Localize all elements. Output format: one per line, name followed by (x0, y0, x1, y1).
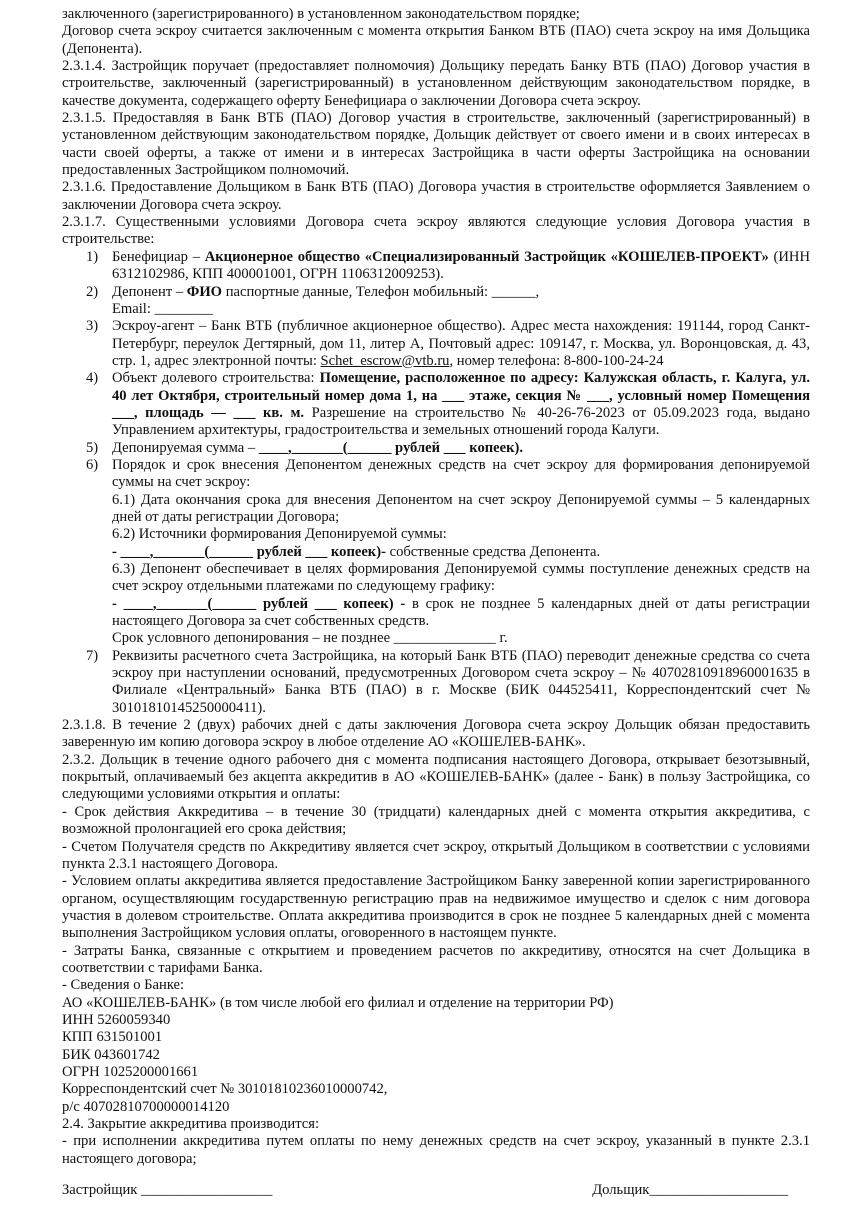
list-number: 3) (86, 318, 99, 335)
paragraph (62, 977, 810, 994)
text: - при исполнении аккредитива путем оплаты по нему денежных средств на счет эскроу, указанный в пункте 2.3.1 настоящего договора; (62, 1133, 810, 1167)
text: собственные средства Депонента. (385, 543, 601, 560)
text: КПП 631501001 (62, 1029, 163, 1046)
text: 6.2) Источники формирования Депонируемой суммы: (112, 526, 447, 543)
list-item (62, 648, 810, 717)
sub-paragraph (62, 544, 810, 561)
text: заключенного (зарегистрированного) в установленном законодательством порядке; (62, 6, 580, 22)
sub-paragraph (62, 596, 810, 631)
text: АО «КОШЕЛЕВ-БАНК» (в том числе любой его филиал и отделение на территории РФ) (62, 994, 614, 1011)
paragraph (62, 873, 810, 942)
paragraph (62, 6, 810, 23)
text: паспортные данные, Телефон мобильный: ______, (222, 283, 540, 300)
text: Реквизиты расчетного счета Застройщика, на который Банк ВТБ (ПАО) переводит денежные средства со счета эскроу при наступлении оснований, предусмотренных Договором счета эскроу – № 40702810918960001635 в Филиале «Центральный» Банка ВТБ (ПАО) в г. Москве (БИК 044525411, Корреспондентский счет № 30101810145250000411). (112, 647, 810, 716)
text: Корреспондентский счет № 30101810236010000742, (62, 1081, 388, 1098)
text: 6.3) Депонент обеспечивает в целях формирования Депонируемой суммы поступление денежных средств на счет эскроу отдельными платежами по следующему графику: (112, 561, 810, 595)
list-number: 2) (86, 283, 99, 300)
paragraph (62, 58, 810, 110)
text: 2.3.1.4. Застройщик поручает (предоставляет полномочия) Дольщику передать Банку ВТБ (ПАО) Договор участия в строительстве, заключенный (зарегистрированный) в установленном действующим законодательством порядке, в качестве документа, содержащего оферту Бенефициара о заключении Договора счета эскроу. (62, 58, 810, 109)
document-body (62, 0, 810, 1168)
text: 6.1) Дата окончания срока для внесения Депонентом на счет эскроу Депонируемой суммы – 5 календарных дней от даты регистрации Договора; (112, 491, 810, 525)
paragraph (62, 1099, 810, 1116)
text: - Счетом Получателя средств по Аккредитиву является счет эскроу, открытый Дольщиком в соответствии с условиями пункта 2.3.1 настоящего Договора. (62, 838, 810, 872)
bold-text: - ____,_______(______ рублей ___ копеек)- (112, 543, 386, 560)
text: 2.3.1.5. Предоставляя в Банк ВТБ (ПАО) Договор участия в строительстве, заключенный (зарегистрированный) в установленном действующим законодательством порядке, Дольщик действует от своего имени и в своих интересах в части своей оферты, а также от имени и в интересах Застройщика в части оферты Застройщика на основании предоставленных Застройщиком полномочий. (62, 110, 810, 179)
text: 2.3.2. Дольщик в течение одного рабочего дня с момента подписания настоящего Договора, открывает безотзывный, покрытый, оплачиваемый без акцепта аккредитив в АО «КОШЕЛЕВ-БАНК» (далее - Банк) в пользу Застройщика, со следующими условиями открытия и оплаты: (62, 751, 810, 803)
sub-paragraph (62, 492, 810, 527)
bold-text: Акционерное общество «Специализированный Застройщик «КОШЕЛЕВ-ПРОЕКТ» (204, 248, 769, 265)
paragraph (62, 1116, 810, 1133)
email-link[interactable]: Schet_escrow@vtb.ru (320, 352, 450, 369)
sub-paragraph (62, 526, 810, 543)
paragraph (62, 1012, 810, 1029)
text: (ИНН 6312102986, КПП 400001001, ОГРН 1106312009253). (112, 248, 810, 283)
paragraph (62, 23, 810, 58)
paragraph (62, 804, 810, 839)
list-number: 5) (86, 439, 99, 456)
list-item (62, 457, 810, 492)
text: ОГРН 1025200001661 (62, 1063, 199, 1080)
text: Эскроу-агент – Банк ВТБ (публичное акционерное общество). Адрес места нахождения: 191144, город Санкт-Петербург, переулок Дегтярный, дом 11, литер А, Почтовый адрес: 109147, г. Москва, ул. Воронцовская, д. 43, стр. 1, адрес электронной почты: (112, 318, 810, 369)
text: Объект долевого строительства: (112, 370, 320, 387)
text: - Затраты Банка, связанные с открытием и проведением расчетов по аккредитиву, относятся на счет Дольщика в соответствии с тарифами Банка. (62, 942, 810, 976)
paragraph (62, 1029, 810, 1046)
text: 2.3.1.6. Предоставление Дольщиком в Банк ВТБ (ПАО) Договора участия в строительстве оформляется Заявлением о заключении Договора счета эскроу. (62, 179, 810, 213)
shareholder-signature-line: Дольщик___________________ (592, 1182, 788, 1199)
sub-paragraph (62, 630, 810, 647)
paragraph (62, 839, 810, 874)
text: ИНН 5260059340 (62, 1011, 171, 1028)
list-item (62, 440, 810, 457)
text: Срок условного депонирования – не позднее ______________ г. (112, 630, 508, 647)
bold-text: ФИО (186, 283, 223, 300)
text: - Сведения о Банке: (62, 977, 185, 994)
text: р/с 40702810700000014120 (62, 1098, 230, 1115)
paragraph (62, 214, 810, 249)
paragraph (62, 1081, 810, 1098)
paragraph (62, 110, 810, 179)
sub-paragraph (62, 301, 810, 318)
text: 2.4. Закрытие аккредитива производится: (62, 1116, 320, 1132)
text: Порядок и срок внесения Депонентом денежных средств на счет эскроу для формирования депонируемой суммы на счет эскроу: (112, 456, 810, 491)
paragraph (62, 752, 810, 804)
text: Депонент – (112, 283, 187, 300)
text: Email: ________ (112, 300, 213, 317)
text: - Условием оплаты аккредитива является предоставление Застройщиком Банку заверенной копии зарегистрированного органом, осуществляющим государственную регистрацию прав на недвижимое имущество и сделок с ним договора участия в долевом строительстве. Оплата аккредитива производится в срок не позднее 5 календарных дней с момента выполнения Застройщиком условия оплаты, оговоренного в настоящем пункте. (62, 873, 810, 942)
text: в срок не позднее 5 календарных дней от даты регистрации настоящего Договора за счет собственных средств. (112, 595, 810, 630)
text: Договор счета эскроу считается заключенным с момента открытия Банком ВТБ (ПАО) счета эскроу на имя Дольщика (Депонента). (62, 23, 810, 57)
list-item (62, 370, 810, 439)
paragraph (62, 1064, 810, 1081)
bold-text: - ____,_______(______ рублей ___ копеек) - (112, 595, 406, 612)
text: Разрешение на строительство № 40-26-76-2023 от 05.09.2023 года, выдано Управлением архитектуры, градостроительства и земельных отношений города Калуги. (112, 404, 810, 439)
list-item (62, 249, 810, 284)
list-number: 1) (86, 248, 99, 265)
bold-text: ____,_______(______ рублей ___ копеек). (258, 439, 524, 456)
list-number: 6) (86, 456, 99, 473)
list-item (62, 318, 810, 370)
list-number: 4) (86, 370, 99, 387)
developer-signature-line: Застройщик __________________ (62, 1182, 273, 1199)
signature-block (62, 1182, 810, 1219)
paragraph (62, 995, 810, 1012)
text: - Срок действия Аккредитива – в течение 30 (тридцати) календарных дней с момента открытия аккредитива, с возможной пролонгацией его срока действия; (62, 803, 810, 838)
text: 2.3.1.8. В течение 2 (двух) рабочих дней с даты заключения Договора счета эскроу Дольщик обязан предоставить заверенную им копию договора эскроу в любое отделение АО «КОШЕЛЕВ-БАНК». (62, 717, 810, 751)
list-item (62, 284, 810, 301)
bold-text: Помещение, расположенное по адресу: Калужская область, г. Калуга, ул. 40 лет Октября, строительный номер дома 1, на ___ этаже, секция № ___, условный номер Помещения ___, площадь — ___ кв. м. (112, 370, 810, 421)
text: Депонируемая сумма – (112, 439, 259, 456)
paragraph (62, 179, 810, 214)
sub-paragraph (62, 561, 810, 596)
text: , номер телефона: 8-800-100-24-24 (449, 352, 664, 369)
list-number: 7) (86, 647, 99, 664)
text: Бенефициар – (112, 248, 205, 265)
text: БИК 043601742 (62, 1046, 160, 1063)
text: 2.3.1.7. Существенными условиями Договора счета эскроу являются следующие условия Договора участия в строительстве: (62, 214, 810, 248)
paragraph (62, 1133, 810, 1168)
paragraph (62, 717, 810, 752)
paragraph (62, 1047, 810, 1064)
paragraph (62, 943, 810, 978)
